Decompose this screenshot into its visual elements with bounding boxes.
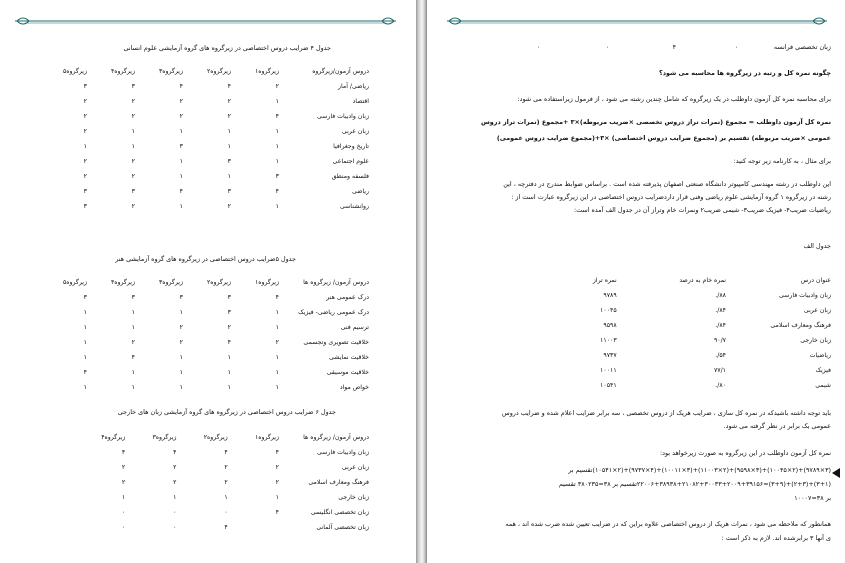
column-header: زیرگروه۳ <box>158 279 183 286</box>
row-label: اقتصاد <box>352 98 369 105</box>
table-cell: ۲ <box>83 98 87 105</box>
row-label: ریاضیات <box>809 352 831 359</box>
table-cell: ۱ <box>275 324 279 331</box>
table-cell: ۳ <box>227 309 231 316</box>
table-cell: ۴ <box>131 354 135 361</box>
table-row <box>39 94 369 109</box>
table-cell: ۱ <box>227 384 231 391</box>
table-row <box>74 445 369 460</box>
table-cell: ۴ <box>275 113 279 120</box>
table-row <box>39 335 369 350</box>
table-cell: ۲ <box>121 479 126 486</box>
table-cell: ۱ <box>275 369 279 376</box>
row-label: خلاقیت موسیقی <box>326 369 369 376</box>
row-label: خلاقیت تصویری وتجسمی <box>303 339 369 346</box>
table-row <box>74 460 369 475</box>
column-header: زیرگروه۲ <box>206 279 231 286</box>
table-cell: ۱ <box>227 354 231 361</box>
table-cell: ۱ <box>275 384 279 391</box>
table-header-row <box>39 64 369 79</box>
table-row <box>39 154 369 169</box>
column-header: عنوان درس <box>800 277 831 284</box>
right-page <box>427 0 845 563</box>
table-row <box>39 320 369 335</box>
table-cell: ۸۸/. <box>715 292 726 299</box>
row-label: علوم اجتماعی <box>332 158 369 165</box>
paragraph-line: ی آنها ۳ برابرشده اند. لازم به ذکر است : <box>721 534 831 542</box>
table-row <box>74 520 369 535</box>
table-cell: ۱ <box>275 494 279 501</box>
column-header: دروس آزمون/ زیرگروه ها <box>303 434 369 441</box>
row-label: زبان عربی <box>341 128 369 135</box>
table-cell: ۰ <box>173 509 177 516</box>
table-cell: ۱ <box>275 128 279 135</box>
table-cell: ۳ <box>83 294 87 301</box>
table-cell: ۱ <box>179 369 183 376</box>
table-cell: ۲ <box>179 339 183 346</box>
book-gutter <box>416 0 427 563</box>
table-cell: ۱ <box>275 158 279 165</box>
table-cell: ۷۷/۱ <box>713 367 726 374</box>
table-cell: ۱ <box>179 203 183 210</box>
column-header: زیرگروه۵ <box>62 279 87 286</box>
paragraph-line: همانطور که ملاحظه می شود ، نمرات هریک از دروس اختصاصی علاوه براین که در ضرایب تعیین شده ضرب شده اند ، همه <box>505 520 831 528</box>
table-cell: ۹۵۹۸ <box>603 322 617 329</box>
table-cell: ۹۰/۷ <box>713 337 726 344</box>
table-cell: ۴ <box>121 449 126 456</box>
table-cell: ۸۰/. <box>715 382 726 389</box>
row-label: درک عمومی هنر <box>326 294 369 301</box>
table-cell: ۳ <box>131 294 135 301</box>
column-header: زیرگروه۵ <box>62 68 87 75</box>
table-row <box>561 378 831 393</box>
table-row <box>561 333 831 348</box>
table-cell: ۱ <box>224 494 228 501</box>
table4 <box>39 64 369 214</box>
column-header: زیرگروه۳ <box>152 434 177 441</box>
continued-row-value: ۴ <box>672 43 676 51</box>
row-label: زبان خارجی <box>338 494 369 501</box>
table-row <box>39 290 369 305</box>
row-label: زبان خارجی <box>800 337 831 344</box>
section-heading: چگونه نمره کل و رتبه در زیرگروه ها محاسبه می شود؟ <box>659 69 831 77</box>
table-cell: ۳ <box>227 158 231 165</box>
table-cell: ۲ <box>131 113 135 120</box>
table-row <box>39 124 369 139</box>
table-cell: ۳ <box>275 173 279 180</box>
table-cell: ۱ <box>275 143 279 150</box>
row-label: فیزیک <box>815 367 831 374</box>
table-row <box>39 380 369 395</box>
table-cell: ۱ <box>179 354 183 361</box>
table-cell: ۱۰۰۴۵ <box>600 307 617 314</box>
row-label: روانشناسی <box>339 203 369 210</box>
row-label: زبان تخصصی انگلیسی <box>310 509 369 516</box>
row-label: درک عمومی ریاضی- فیزیک <box>298 309 369 316</box>
column-header: زیرگروه۱ <box>254 68 279 75</box>
table-row <box>39 365 369 380</box>
cursor-arrow-icon <box>832 468 840 478</box>
row-label: ریاضی <box>351 188 369 195</box>
table-row <box>74 475 369 490</box>
row-label: زبان تخصصی آلمانی <box>316 524 369 531</box>
table-cell: ۳ <box>227 294 231 301</box>
column-header: زیرگروه۳ <box>158 68 183 75</box>
table-cell: ۲ <box>173 479 177 486</box>
table-cell: ۲ <box>227 324 231 331</box>
column-header: نمره خام به درصد <box>679 277 726 284</box>
paragraph-line: رشته در زیرگروه ۱ گروه آزمایشی علوم ریاضی وفنی قرار داردضرایب دروس اختصاصی در این زیرگروه عبارت است از : <box>511 193 831 201</box>
table-cell: ۱ <box>179 173 183 180</box>
paragraph: برای محاسبه نمره کل آزمون داوطلب در یک زیرگروه که شامل چندین رشته می شود ، از فرمول زیراستفاده می شود: <box>517 95 831 103</box>
table-cell: ۴ <box>275 509 279 516</box>
table-header-row <box>561 273 831 288</box>
table-cell: ۲ <box>275 83 279 90</box>
table-cell: ۱ <box>131 369 135 376</box>
table-cell: ۳ <box>83 83 87 90</box>
formula-line: عمومی ×ضریب مربوطه) تقسیم بر (مجموع ضرایب دروس اختصاصی) ×۳+(مجموع ضرایب دروس عمومی) <box>496 134 831 142</box>
table-cell: ۰ <box>224 509 228 516</box>
table-cell: ۰ <box>121 524 126 531</box>
column-header: دروس آزمون/ زیرگروه ها <box>303 279 369 286</box>
header-ornament <box>15 15 396 27</box>
table-cell: ۳ <box>131 188 135 195</box>
continued-row-label: زبان تخصصی فرانسه <box>773 43 831 51</box>
table-cell: ۱ <box>179 158 183 165</box>
table-cell: ۱ <box>179 309 183 316</box>
table-cell: ۰ <box>121 509 126 516</box>
table-cell: ۲ <box>179 324 183 331</box>
paragraph-line: باید توجه داشته باشیدکه در نمره کل سازی ، ضرایب هریک از دروس تخصصی ، سه برابر ضرایب اعلام شده و ضرایب دروس <box>501 409 831 417</box>
table-cell: ۲ <box>83 128 87 135</box>
table-row <box>39 139 369 154</box>
table-cell: ۴ <box>227 83 231 90</box>
table-cell: ۲ <box>179 113 183 120</box>
table-cell: ۱ <box>179 384 183 391</box>
table-cell: ۲ <box>83 158 87 165</box>
table-cell: ۰ <box>173 524 177 531</box>
table-row <box>39 350 369 365</box>
continued-row-value: ۰ <box>536 43 540 51</box>
table-cell: ۲ <box>179 98 183 105</box>
table5 <box>39 275 369 395</box>
table-cell: ۱۰۵۴۱ <box>600 382 617 389</box>
column-header: زیرگروه۱ <box>254 279 279 286</box>
table-cell: ۲ <box>131 339 135 346</box>
table-cell: ۱ <box>227 143 231 150</box>
column-header: زیرگروه۴ <box>110 279 135 286</box>
calculation-line: (۳×۹۷۸۹)+(۲×۱۰۰۴۵)+(۳×۹۵۹۸)+(۲×۱۱۰۰۳)+(۳×۱۰۰۱۱)+(۴×۹۷۳۷)+(۲×۱۰۵۴۱)تقسیم بر <box>568 466 831 474</box>
table-cell: ۲ <box>275 339 279 346</box>
table-cell: ۵۴/. <box>715 352 726 359</box>
table-row <box>39 199 369 214</box>
calculation-line: (۳+۱)+(۲+۳)+(۳+۹)=۲۲۰۰۶+۳۸۹۳۸+۲۱۰۸۲+۳۰۰۳۳+۲۰۰۹+۳۹۱۵۶تقسیم بر ۳۸=۳۸۰۲۳۵ تقسیم <box>558 480 831 488</box>
table-cell: ۴ <box>179 188 183 195</box>
table-cell: ۴ <box>275 188 279 195</box>
table6 <box>74 430 369 535</box>
table-cell <box>228 520 279 535</box>
table-cell: ۲ <box>227 203 231 210</box>
table-cell: ۱ <box>131 384 135 391</box>
table-caption: جدول الف <box>803 242 831 250</box>
paragraph-line: عمومی یک برابر در نظر گرفته می شود. <box>723 422 831 430</box>
column-header: زیرگروه۴ <box>110 68 135 75</box>
table-cell: ۴ <box>83 369 87 376</box>
table-header-row <box>74 430 369 445</box>
table-row <box>561 288 831 303</box>
table-row <box>39 305 369 320</box>
table-cell: ۴ <box>227 339 231 346</box>
row-label: زبان وادبیات فارسی <box>316 449 369 456</box>
table-cell: ۴ <box>275 449 279 456</box>
continued-row-value: ۰ <box>605 43 609 51</box>
table-cell: ۱۱۰۰۳ <box>600 337 617 344</box>
table-cell: ۱ <box>83 143 87 150</box>
table-cell: ۳ <box>83 188 87 195</box>
table-cell: ۲ <box>227 98 231 105</box>
table-cell: ۹۷۳۷ <box>603 352 617 359</box>
table-cell: ۱ <box>227 128 231 135</box>
table-row <box>561 348 831 363</box>
paragraph: برای مثال ، به کارنامه زیر توجه کنید: <box>733 157 831 165</box>
column-header: دروس آزمون/زیرگروه <box>312 68 369 75</box>
table-cell: ۲ <box>83 113 87 120</box>
table-cell: ۸۴/. <box>715 322 726 329</box>
table-cell: ۱ <box>275 309 279 316</box>
table-cell: ۳ <box>131 83 135 90</box>
row-label: شیمی <box>815 382 831 389</box>
paragraph: نمره کل آزمون داوطلب در این زیرگروه به صورت زیرخواهد بود: <box>659 449 831 457</box>
table-cell: ۲ <box>131 158 135 165</box>
table-cell: ۱ <box>131 143 135 150</box>
table-cell: ۲ <box>121 464 126 471</box>
table-cell: ۲ <box>131 173 135 180</box>
column-header: زیرگروه۲ <box>206 68 231 75</box>
table-cell: ۲ <box>224 479 228 486</box>
row-label: ترسیم فنی <box>340 324 369 331</box>
table-cell: ۱ <box>83 384 87 391</box>
table-cell: ۱ <box>131 309 135 316</box>
table-cell: ۱ <box>179 128 183 135</box>
table-row <box>561 318 831 333</box>
table-cell: ۲ <box>131 98 135 105</box>
table4-caption: جدول ۴ ضرایب دروس اختصاصی در زیرگروه های گروه آزمایشی علوم انسانی <box>123 44 331 52</box>
row-label: زبان عربی <box>803 307 831 314</box>
table-cell: ۴ <box>224 524 228 531</box>
table-row <box>561 303 831 318</box>
table-row <box>74 490 369 505</box>
table-row <box>561 363 831 378</box>
table-cell: ۱ <box>227 369 231 376</box>
table5-caption: جدول ۵ضرایب دروس اختصاصی در زیرگروه های گروه آزمایشی هنر <box>115 255 296 263</box>
row-label: فرهنگ ومعارف اسلامی <box>308 479 369 486</box>
header-ornament <box>447 15 827 27</box>
table-cell: ۴ <box>179 83 183 90</box>
paragraph-line: ریاضیات ضریب۴- فیزیک ضریب۳- شیمی ضریب۲ ونمرات خام وتراز آن در جدول الف آمده است: <box>573 206 831 214</box>
continued-row-value: ۰ <box>734 43 738 51</box>
table-cell: ۱ <box>83 339 87 346</box>
table-cell: ۳ <box>179 294 183 301</box>
calculation-line: بر ۳۸=۱۰۰۰۷ <box>794 494 831 502</box>
row-label: تاریخ وجغرافیا <box>333 143 369 150</box>
row-label: زبان وادبیات فارسی <box>778 292 831 299</box>
table-cell: ۲ <box>227 113 231 120</box>
table-row <box>39 109 369 124</box>
table-row <box>39 79 369 94</box>
table-cell: ۹۷۸۹ <box>603 292 617 299</box>
table-cell: ۱ <box>121 494 126 501</box>
table-cell: ۱ <box>83 324 87 331</box>
table-cell: ۱ <box>131 128 135 135</box>
table-cell: ۱ <box>275 98 279 105</box>
table-cell: ۴ <box>275 294 279 301</box>
table-row <box>39 184 369 199</box>
table-cell: ۲ <box>275 464 279 471</box>
table-cell: ۱ <box>131 324 135 331</box>
column-header: نمره تراز <box>592 277 617 284</box>
row-label: ریاضی/ آمار <box>338 83 369 90</box>
paragraph-line: این داوطلب در رشته مهندسی کامپیوتر دانشگاه صنعتی اصفهان پذیرفته شده است . براساس ضوابط مندرج در دفترچه ، این <box>503 180 831 188</box>
table-cell: ۲ <box>224 464 228 471</box>
row-label: زبان عربی <box>341 464 369 471</box>
row-label: خواص مواد <box>339 384 369 391</box>
table-cell: ۳ <box>227 188 231 195</box>
table-cell: ۲ <box>173 464 177 471</box>
row-label: فرهنگ ومعارف اسلامی <box>770 322 831 329</box>
table-cell: ۱ <box>275 354 279 361</box>
table-row <box>74 505 369 520</box>
table-cell: ۱۰۰۱۱ <box>600 367 617 374</box>
table-cell: ۱ <box>83 354 87 361</box>
table6-caption: جدول ۶ ضرایب دروس اختصاصی در زیرگروه های گروه آزمایشی زبان های خارجی <box>117 408 336 416</box>
table-cell: ۱ <box>275 203 279 210</box>
column-header: زیرگروه۴ <box>101 434 126 441</box>
row-label: فلسفه ومنطق <box>331 173 369 180</box>
table-cell: ۸۴/. <box>715 307 726 314</box>
table-cell: ۳ <box>179 143 183 150</box>
table-cell: ۲ <box>275 479 279 486</box>
row-label: خلاقیت نمایشی <box>329 354 369 361</box>
left-page <box>0 0 416 563</box>
column-header: زیرگروه۱ <box>254 434 279 441</box>
table-cell: ۴ <box>173 449 177 456</box>
table-cell: ۳ <box>83 203 87 210</box>
table-cell: ۲ <box>83 173 87 180</box>
table-header-row <box>39 275 369 290</box>
table-cell: ۱ <box>173 494 177 501</box>
formula-line: نمره کل آزمون داوطلب = مجموع (نمرات تراز دروس تخصصی ×ضریب مربوطه)×۳ +مجموع (نمرات تراز دروس <box>480 118 831 126</box>
table-row <box>39 169 369 184</box>
column-header: زیرگروه۲ <box>203 434 228 441</box>
table-cell: ۱ <box>227 173 231 180</box>
table-cell: ۲ <box>131 203 135 210</box>
table-cell: ۱ <box>83 309 87 316</box>
row-label: زبان وادبیات فارسی <box>316 113 369 120</box>
table-cell: ۴ <box>224 449 228 456</box>
score-table <box>561 273 831 393</box>
